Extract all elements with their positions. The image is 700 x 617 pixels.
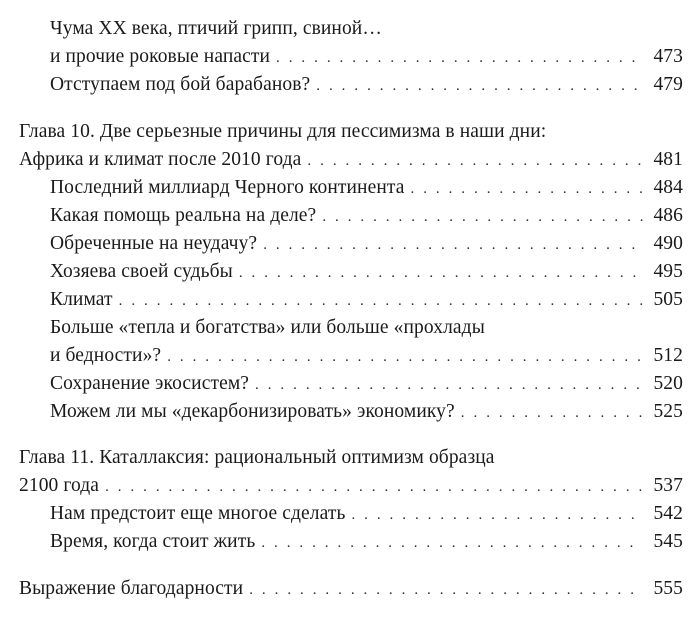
page-number: 512 xyxy=(653,345,683,366)
page-number: 520 xyxy=(653,373,683,394)
toc-entry-text: Сохранение экосистем? xyxy=(50,373,250,394)
chapter-10-title-line1 xyxy=(19,117,546,147)
toc-entry-text: Можем ли мы «декарбонизировать» экономику? xyxy=(50,401,455,422)
toc-entry-decarbonize xyxy=(50,397,683,427)
toc-entry-doomed xyxy=(50,229,683,259)
toc-entry-text: и бедности»? xyxy=(50,345,162,366)
toc-entry-masters xyxy=(50,257,683,287)
page-number: 537 xyxy=(653,475,683,496)
page-number: 484 xyxy=(653,177,683,198)
toc-entry-text: и прочие роковые напасти xyxy=(50,46,271,67)
page-number: 505 xyxy=(653,289,683,310)
dot-leader xyxy=(316,71,643,101)
toc-entry-text: Чума XX века, птичий грипп, свиной… xyxy=(50,18,382,39)
toc-entry-text: Обреченные на неудачу? xyxy=(50,233,258,254)
dot-leader xyxy=(167,342,643,372)
toc-entry-retreat xyxy=(50,70,683,100)
page-number: 486 xyxy=(653,205,683,226)
toc-entry-much-to-do xyxy=(50,499,683,529)
page-number: 490 xyxy=(653,233,683,254)
toc-entry-text: Выражение благодарности xyxy=(19,578,244,599)
page-number: 545 xyxy=(653,531,683,552)
toc-entry-real-help xyxy=(50,201,683,231)
page-number: 495 xyxy=(653,261,683,282)
dot-leader xyxy=(119,286,643,316)
dot-leader xyxy=(249,575,643,605)
page-number: 525 xyxy=(653,401,683,422)
dot-leader xyxy=(307,146,643,176)
toc-entry-time-worth-living xyxy=(50,527,683,557)
toc-entry-warmth-line1 xyxy=(50,313,485,343)
toc-entry-text: Последний миллиард Черного континента xyxy=(50,177,405,198)
toc-entry-text: Хозяева своей судьбы xyxy=(50,261,233,282)
dot-leader xyxy=(322,202,643,232)
toc-entry-plague-line2 xyxy=(50,42,683,72)
chapter-11-title-line2 xyxy=(19,471,683,501)
toc-entry-last-billion xyxy=(50,173,683,203)
dot-leader xyxy=(255,370,643,400)
chapter-title: 2100 года xyxy=(19,475,100,496)
dot-leader xyxy=(105,472,643,502)
toc-entry-climate xyxy=(50,285,683,315)
dot-leader xyxy=(263,230,643,260)
dot-leader xyxy=(239,258,643,288)
toc-entry-text: Климат xyxy=(50,289,113,310)
toc-entry-text: Больше «тепла и богатства» или больше «прохлады xyxy=(50,317,485,338)
chapter-10-title-line2 xyxy=(19,145,683,175)
page-number: 542 xyxy=(653,503,683,524)
chapter-title: Глава 11. Каталлаксия: рациональный оптимизм образца xyxy=(19,447,495,468)
toc-entry-warmth-line2 xyxy=(50,341,683,371)
chapter-11-title-line1 xyxy=(19,443,495,473)
page-number: 473 xyxy=(653,46,683,67)
toc-entry-text: Время, когда стоит жить xyxy=(50,531,256,552)
toc-entry-text: Какая помощь реальна на деле? xyxy=(50,205,317,226)
dot-leader xyxy=(461,398,643,428)
dot-leader xyxy=(411,174,644,204)
page-number: 555 xyxy=(653,578,683,599)
dot-leader xyxy=(351,500,643,530)
toc-entry-plague-line1 xyxy=(50,14,382,44)
toc-entry-ecosystems xyxy=(50,369,683,399)
chapter-title: Африка и климат после 2010 года xyxy=(19,149,302,170)
dot-leader xyxy=(276,43,643,73)
toc-entry-acknowledgements xyxy=(19,574,683,604)
page-number: 479 xyxy=(653,74,683,95)
toc-entry-text: Нам предстоит еще многое сделать xyxy=(50,503,346,524)
page-number: 481 xyxy=(653,149,683,170)
toc-entry-text: Отступаем под бой барабанов? xyxy=(50,74,311,95)
chapter-title: Глава 10. Две серьезные причины для пессимизма в наши дни: xyxy=(19,121,547,142)
dot-leader xyxy=(261,528,643,558)
